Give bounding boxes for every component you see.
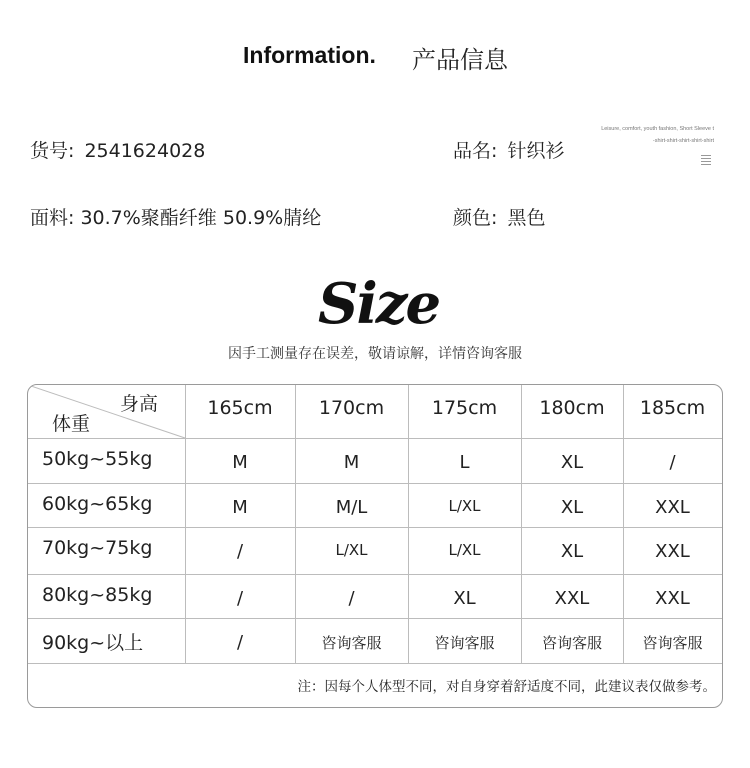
product-name-label: 品名: — [453, 140, 498, 162]
column-divider — [185, 385, 186, 663]
tagline-line-2: -shirt-shirt-shirt-shirt-shirt — [652, 138, 714, 144]
product-name-value: 针织衫 — [507, 140, 565, 162]
column-divider — [623, 385, 624, 663]
weight-label: 50kg~55kg — [42, 448, 153, 470]
size-cell: XL — [453, 588, 476, 609]
title-cn: 产品信息 — [412, 46, 508, 74]
lines-icon — [701, 155, 711, 167]
size-title: Size — [318, 271, 440, 337]
size-cell: M — [232, 452, 248, 473]
size-cell: L/XL — [335, 541, 368, 559]
size-cell: / — [236, 632, 244, 653]
color-info — [453, 203, 545, 230]
tagline-line-1: Leisure, comfort, youth fashion, Short Sleeve t — [601, 126, 714, 132]
size-cell: XXL — [655, 541, 690, 562]
color-value: 黑色 — [507, 207, 546, 229]
size-cell: XL — [560, 541, 584, 562]
title-en: Information. — [243, 42, 376, 68]
height-header: 180cm — [539, 397, 605, 419]
size-cell: / — [236, 541, 244, 562]
size-cell: XL — [560, 497, 584, 518]
size-cell: 咨询客服 — [321, 634, 382, 652]
column-divider — [408, 385, 409, 663]
size-cell: / — [236, 588, 244, 609]
weight-label: 80kg~85kg — [42, 584, 153, 606]
row-divider — [28, 618, 722, 619]
size-cell: XL — [560, 452, 584, 473]
corner-weight-label: 体重 — [52, 413, 91, 435]
size-cell: 咨询客服 — [541, 634, 602, 652]
product-name-info — [453, 136, 564, 163]
size-chart-table — [27, 384, 723, 708]
fabric-info — [30, 203, 321, 230]
height-header: 170cm — [318, 397, 385, 419]
size-cell: L — [459, 452, 470, 473]
size-cell: XXL — [655, 497, 690, 518]
row-divider — [28, 574, 722, 575]
measurement-note: 因手工测量存在误差，敬请谅解，详情咨询客服 — [228, 346, 522, 362]
size-cell: L/XL — [448, 541, 481, 559]
size-cell: 咨询客服 — [642, 634, 703, 652]
height-header: 185cm — [639, 397, 706, 419]
size-cell: / — [669, 452, 676, 473]
size-cell: XXL — [655, 588, 690, 609]
size-cell: M — [343, 452, 360, 473]
row-divider — [28, 483, 722, 484]
height-header: 165cm — [207, 397, 273, 419]
row-divider — [28, 438, 722, 439]
weight-label: 90kg~以上 — [42, 632, 144, 654]
row-divider — [28, 527, 722, 528]
column-divider — [521, 385, 522, 663]
column-divider — [295, 385, 296, 663]
color-label: 颜色: — [453, 207, 498, 229]
size-cell: / — [348, 588, 355, 609]
size-cell: M/L — [335, 497, 368, 518]
size-cell: M — [232, 497, 248, 518]
fabric-label: 面料: — [30, 207, 75, 229]
size-cell: XXL — [554, 588, 590, 609]
header — [0, 38, 750, 78]
footer-note: 注：因每个人体型不同，对自身穿着舒适度不同，此建议表仅做参考。 — [297, 679, 716, 695]
sku-label: 货号: — [30, 140, 75, 162]
sku-info — [30, 136, 205, 163]
fabric-value: 30.7%聚酯纤维 50.9%腈纶 — [80, 207, 322, 229]
weight-label: 60kg~65kg — [42, 493, 153, 515]
height-header: 175cm — [431, 397, 498, 419]
corner-height-label: 身高 — [120, 393, 159, 415]
weight-label: 70kg~75kg — [42, 537, 153, 559]
tagline — [554, 123, 714, 147]
size-cell: 咨询客服 — [434, 634, 495, 652]
sku-value: 2541624028 — [84, 140, 206, 162]
row-divider — [28, 663, 722, 664]
size-cell: L/XL — [448, 497, 481, 515]
